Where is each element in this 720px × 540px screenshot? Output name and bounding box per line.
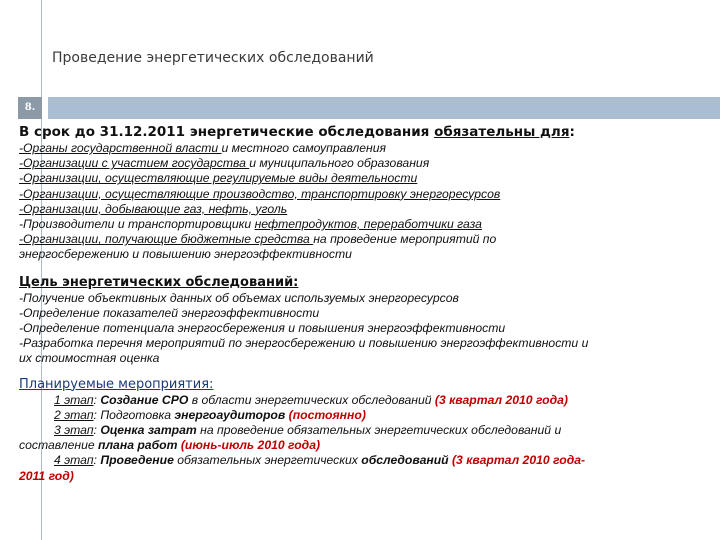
slide-title: Проведение энергетических обследований (52, 50, 374, 66)
list-item: -Организации с участием государства и муниципального образования (19, 156, 430, 171)
list-item: -Разработка перечня мероприятий по энергосбережению и повышению энергоэффективности и (19, 336, 589, 351)
list-item-continuation: энергосбережению и повышению энергоэффективности (19, 247, 352, 262)
slide-content (19, 124, 684, 484)
slide-number-badge: 8. (18, 97, 42, 119)
list-item-continuation: их стоимостная оценка (19, 351, 160, 366)
obligation-list (19, 141, 684, 263)
list-item: -Органы государственной власти и местного самоуправления (19, 141, 387, 155)
stage-1: 1 этап: Создание СРО в области энергетических обследований (3 квартал 2010 года) (54, 392, 568, 407)
stage-3: 3 этап: Оценка затрат на проведение обязательных энергетических обследований и (54, 423, 562, 438)
list-item: -Организации, получающие бюджетные средства на проведение мероприятий по (19, 232, 497, 247)
stages-list (19, 393, 684, 484)
stage-4: 4 этап: Проведение обязательных энергетических обследований (3 квартал 2010 года- (54, 453, 586, 468)
list-item: -Организации, осуществляющие регулируемые виды деятельности (19, 171, 418, 186)
planned-activities-heading: Планируемые мероприятия: (19, 376, 214, 392)
accent-bar (48, 97, 720, 119)
list-item: -Производители и транспортировщики нефтепродуктов, переработчики газа (19, 217, 482, 232)
obligation-heading: В срок до 31.12.2011 энергетические обследования обязательны для: (19, 124, 575, 140)
list-item: -Организации, осуществляющие производство, транспортировку энергоресурсов (19, 186, 501, 201)
list-item: -Определение показателей энергоэффективности (19, 305, 320, 320)
goal-heading: Цель энергетических обследований: (19, 274, 299, 290)
goal-list (19, 291, 684, 367)
list-item: -Получение объективных данных об объемах используемых энергоресурсов (19, 290, 459, 305)
stage-4-continuation: 2011 год) (19, 468, 74, 483)
stage-3-continuation: составление плана работ (июнь-июль 2010 года) (19, 438, 321, 453)
list-item: -Организации, добывающие газ, нефть, уголь (19, 201, 288, 216)
list-item: -Определение потенциала энергосбережения и повышения энергоэффективности (19, 321, 506, 336)
stage-2: 2 этап: Подготовка энергоаудиторов (постоянно) (54, 407, 366, 422)
